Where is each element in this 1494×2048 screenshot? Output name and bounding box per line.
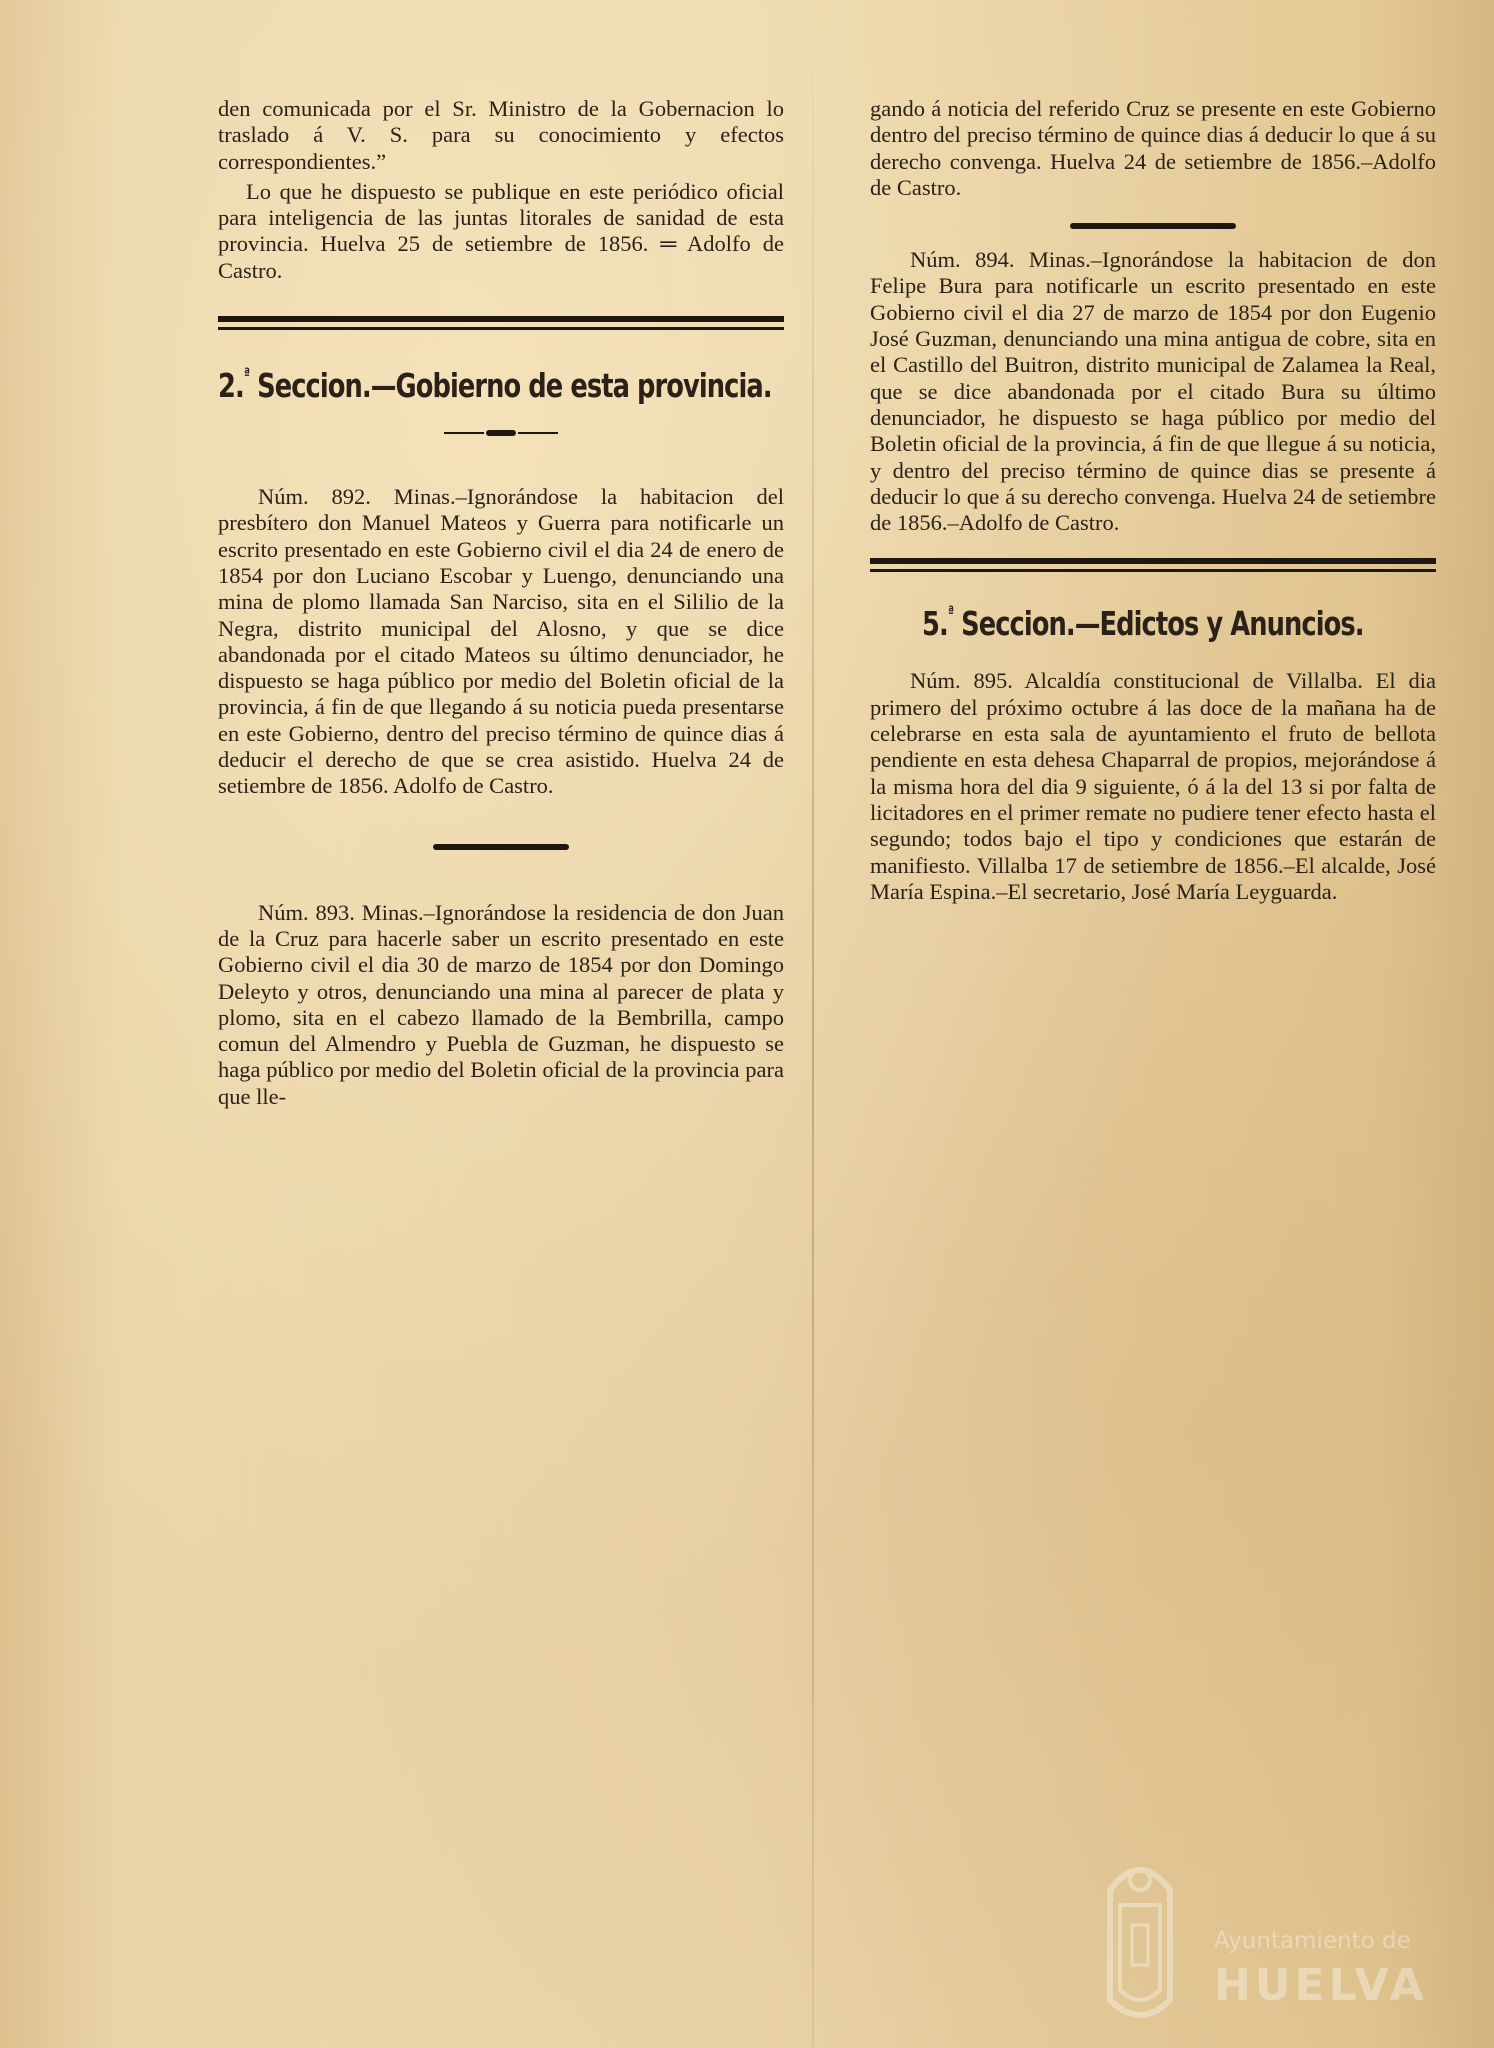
left-column — [218, 96, 784, 1110]
watermark-line-1: Ayuntamiento de — [1214, 1928, 1411, 1954]
section-2-heading — [218, 366, 772, 405]
watermark-line-2: HUELVA — [1214, 1960, 1428, 2011]
item-895: Núm. 895. Alcaldía constitucional de Villalba. El dia primero del próximo octubre á las doce de la mañana ha de celebrarse en esta sala de ayuntamiento el fruto de bellota pendiente en esta dehesa Chaparral de propios, mejorándose á la misma hora del dia 9 siguiente, ó á la del 13 si por falta de licitadores en el primer remate no pudiere tener efecto hasta el segundo; todos bajo el tipo y condiciones que estarán de manifiesto. Villalba 17 de setiembre de 1856.–El alcalde, José María Espina.–El secretario, José María Leyguarda. — [870, 668, 1436, 904]
section-number: 5.$^ª$ — [922, 603, 954, 643]
dash-ornament — [218, 428, 784, 438]
section-5-heading — [922, 604, 1364, 643]
item-separator — [218, 844, 784, 850]
section-title: Seccion.—Edictos y Anuncios. — [961, 603, 1364, 643]
section-divider-rule — [870, 558, 1436, 572]
section-5-heading-row — [870, 596, 1436, 650]
right-column — [870, 96, 1436, 905]
bleed-through-texture — [830, 1180, 1430, 1880]
notice-paragraph: Lo que he dispuesto se publique en este periódico oficial para inteligencia de las juntas litorales de sanidad de esta provincia. Huelva 25 de setiembre de 1856. ═ Adolfo de Castro. — [218, 178, 784, 283]
item-894: Núm. 894. Minas.–Ignorándose la habitacion de don Felipe Bura para notificarle un escrito presentado en este Gobierno civil el dia 27 de marzo de 1854 por don Eugenio José Guzman, denunciando una mina antigua de cobre, sita en el Castillo del Buitron, distrito municipal de Zalamea la Real, que se dice abandonada por el citado Bura su último denunciador, he dispuesto se haga público por medio del Boletin oficial de la provincia, á fin de que llegue á su noticia, y dentro del preciso término de quince dias se presente á deducir lo que á su derecho convenga. Huelva 24 de setiembre de 1856.–Adolfo de Castro. — [870, 247, 1436, 536]
city-crest-icon — [1090, 1850, 1190, 2030]
item-893: Núm. 893. Minas.–Ignorándose la residencia de don Juan de la Cruz para hacerle saber un escrito presentado en este Gobierno civil el dia 30 de marzo de 1854 por don Domingo Deleyto y otros, denunciando una mina al parecer de plata y plomo, sita en el cabezo llamado de la Bembrilla, campo comun del Almendro y Puebla de Guzman, he dispuesto se haga público por medio del Boletin oficial de la provincia para que lle- — [218, 899, 784, 1109]
item-892: Núm. 892. Minas.–Ignorándose la habitacion del presbítero don Manuel Mateos y Guerra para notificarle un escrito presentado en este Gobierno civil el dia 24 de enero de 1854 por don Luciano Escobar y Luengo, denunciando una mina de plomo llamada San Narciso, sita en el Sililio de la Negra, distrito municipal del Alosno, y que se dice abandonada por el citado Mateos su último denunciador, he dispuesto se haga público por medio del Boletin oficial de la provincia, á fin de que llegando á su noticia pueda presentarse en este Gobierno, dentro del preciso término de quince dias á deducir el derecho de que se crea asistido. Huelva 24 de setiembre de 1856. Adolfo de Castro. — [218, 484, 784, 799]
section-title: Seccion.—Gobierno de esta provincia. — [257, 365, 772, 405]
center-fold — [812, 0, 814, 2048]
item-separator — [870, 223, 1436, 229]
section-divider-rule — [218, 316, 784, 330]
watermark — [1080, 1850, 1428, 2030]
item-893-continuation: gando á noticia del referido Cruz se presente en este Gobierno dentro del preciso término de quince dias á deducir lo que á su derecho convenga. Huelva 24 de setiembre de 1856.–Adolfo de Castro. — [870, 96, 1436, 200]
intro-paragraph: den comunicada por el Sr. Ministro de la Gobernacion lo traslado á V. S. para su conocimiento y efectos correspondientes.” — [218, 96, 784, 174]
section-number: 2.$^ª$ — [218, 365, 250, 405]
section-2-heading-row — [218, 358, 784, 412]
